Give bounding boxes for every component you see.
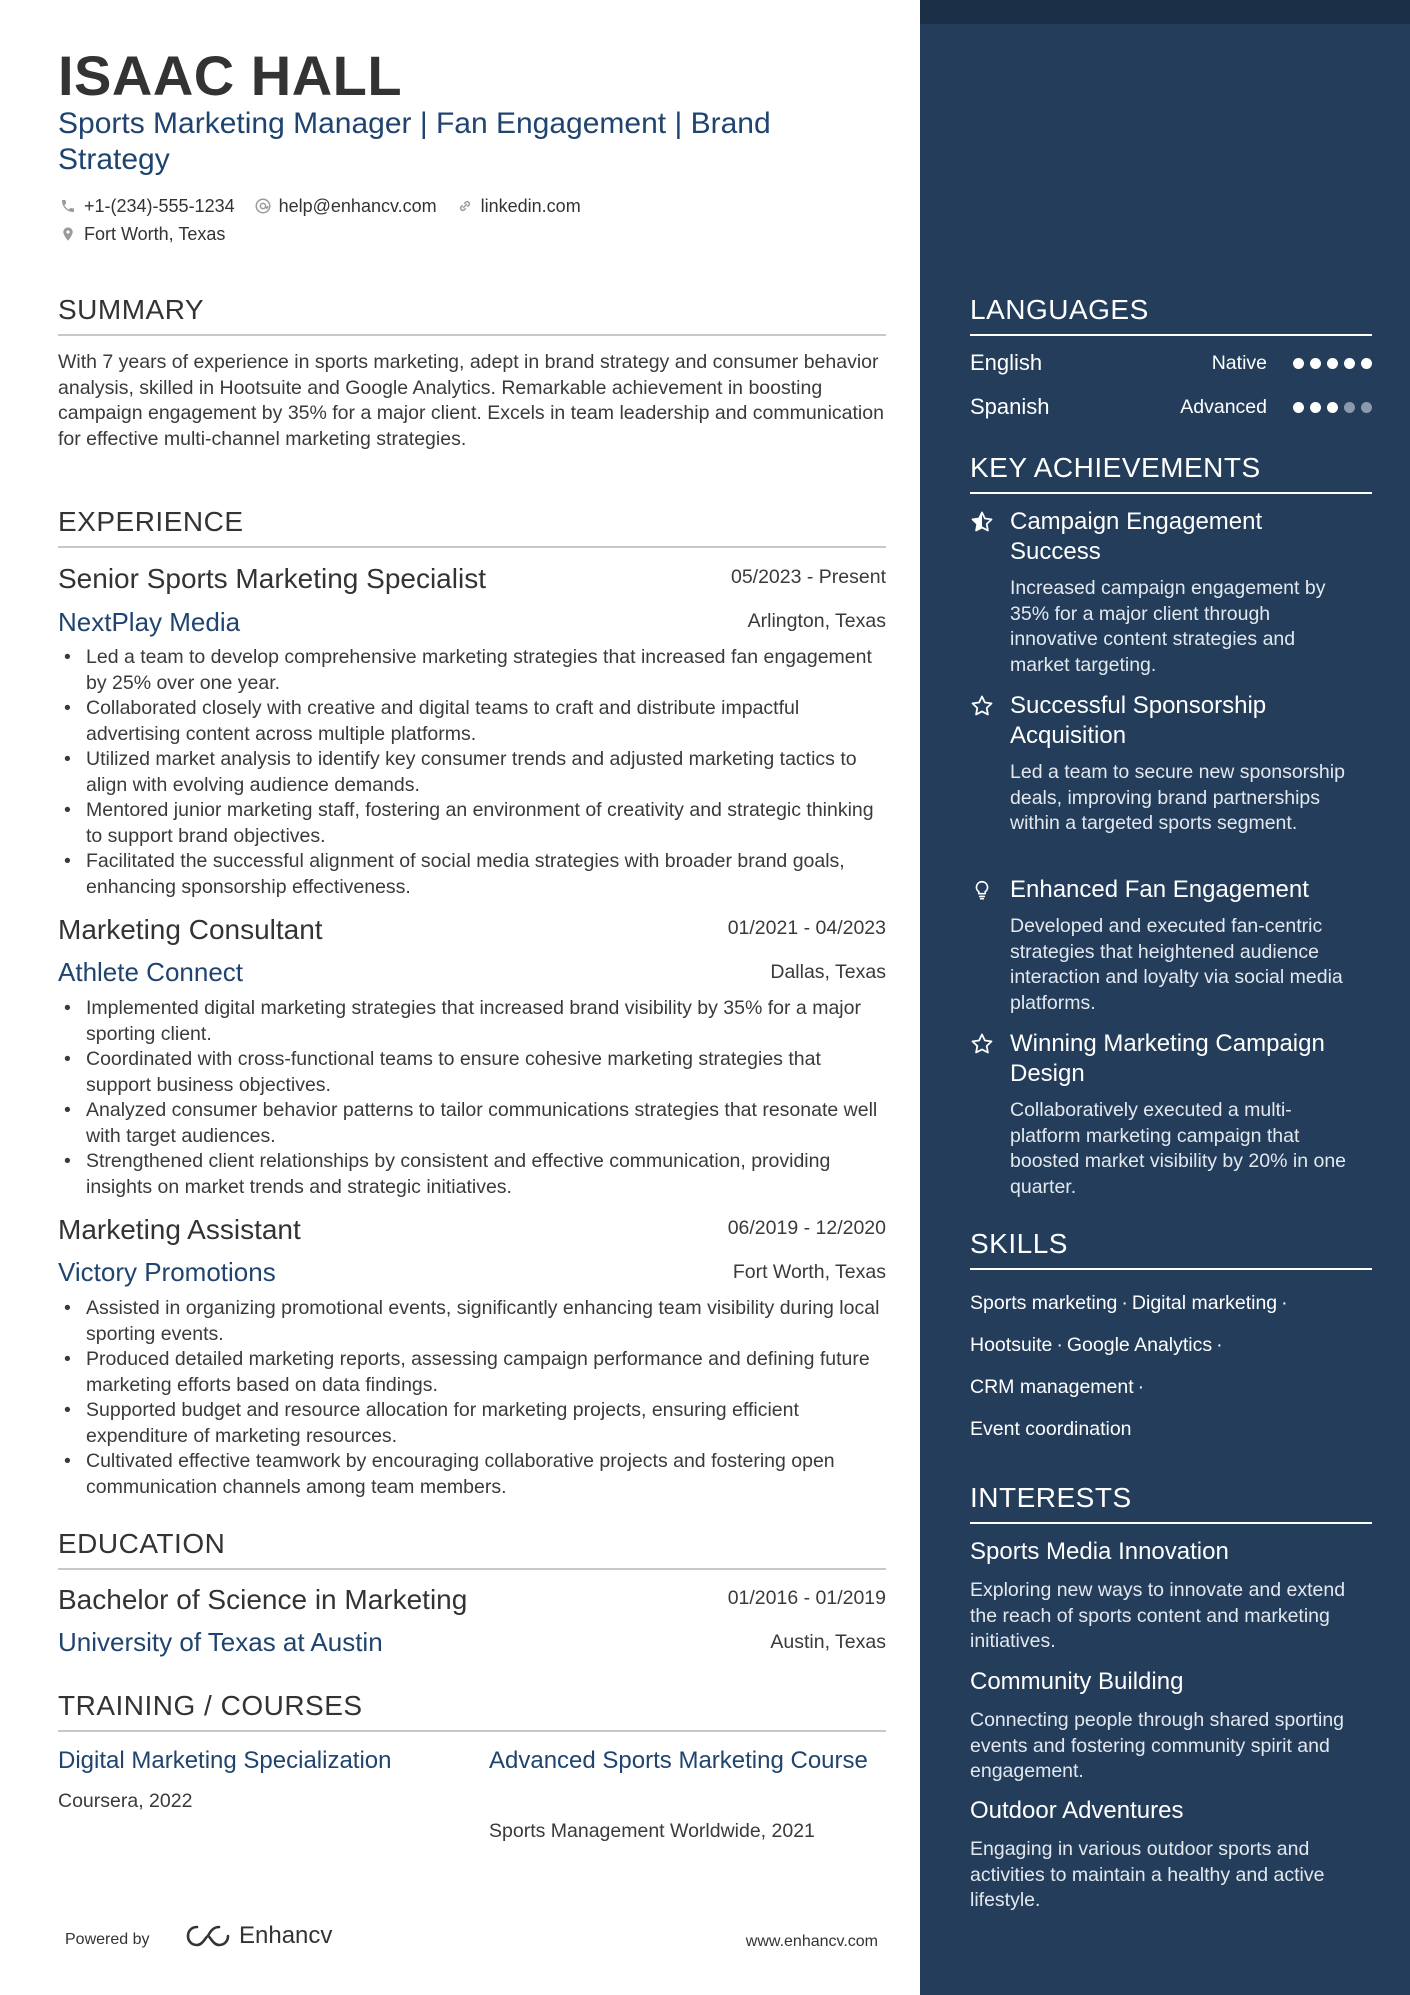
course-title: Digital Marketing Specialization <box>58 1747 392 1774</box>
job-bullets <box>58 1296 888 1500</box>
rating-dot <box>1361 358 1372 369</box>
link-icon <box>455 196 475 216</box>
course-meta: Coursera, 2022 <box>58 1790 193 1812</box>
summary-heading: SUMMARY <box>58 294 886 336</box>
bullet-item: • Coordinated with cross-functional teams to ensure cohesive marketing strategies that support business objectives. <box>58 1047 888 1098</box>
language-name: Spanish <box>970 394 1050 419</box>
job-location: Fort Worth, Texas <box>732 1261 886 1283</box>
skill-tag: Digital marketing <box>1131 1292 1278 1314</box>
bullet-item: • Strengthened client relationships by consistent and effective communication, providing insights on market trends and strategic initiatives. <box>58 1149 888 1200</box>
interest-title: Sports Media Innovation <box>970 1538 1229 1565</box>
enhancv-logo-icon <box>185 1923 231 1949</box>
bullet-item: • Assisted in organizing promotional events, significantly enhancing team visibility during local sporting events. <box>58 1296 888 1347</box>
language-level: Native <box>1211 352 1267 374</box>
job-title: Marketing Assistant <box>58 1214 301 1245</box>
at-icon <box>253 196 273 216</box>
education-dates: 01/2016 - 01/2019 <box>727 1587 886 1609</box>
skill-tag: Hootsuite <box>970 1334 1053 1356</box>
bullet-item: • Produced detailed marketing reports, assessing campaign performance and defining future marketing efforts based on data findings. <box>58 1347 888 1398</box>
bullet-item: • Facilitated the successful alignment of social media strategies with broader brand goals, enhancing sponsorship effectiveness. <box>58 849 888 900</box>
linkedin-item[interactable] <box>455 196 581 217</box>
skill-tag: CRM management <box>970 1376 1134 1398</box>
lightbulb-icon <box>970 878 994 902</box>
job-bullets <box>58 645 888 900</box>
rating-dot <box>1344 402 1355 413</box>
rating-dot <box>1310 358 1321 369</box>
achievement-title: Campaign Engagement Success <box>1010 508 1263 565</box>
phone-text: +1-(234)-555-1234 <box>84 195 235 216</box>
bullet-item: • Utilized market analysis to identify key consumer trends and adjusted marketing tactics to align with evolving audience demands. <box>58 747 888 798</box>
education-heading: EDUCATION <box>58 1528 886 1570</box>
school-name: University of Texas at Austin <box>58 1627 383 1657</box>
footer-url[interactable]: www.enhancv.com <box>745 1933 878 1950</box>
language-rating <box>1287 402 1372 413</box>
bullet-item: • Mentored junior marketing staff, fostering an environment of creativity and strategic thinking to support brand objectives. <box>58 798 888 849</box>
bullet-item: • Cultivated effective teamwork by encouraging collaborative projects and fostering open communication channels among team members. <box>58 1449 888 1500</box>
rating-dot <box>1310 402 1321 413</box>
interests-heading: INTERESTS <box>970 1482 1372 1524</box>
summary-text: With 7 years of experience in sports marketing, adept in brand strategy and consumer behavior analysis, skilled in Hootsuite and Google Analytics. Remarkable achievement in boosting campaign engagement by 35% for a major client. Excels in team leadership and communication for effective multi-channel marketing strategies. <box>58 351 884 450</box>
location-item <box>58 224 225 245</box>
job-location: Arlington, Texas <box>747 610 886 632</box>
interest-description: Exploring new ways to innovate and extend the reach of sports content and marketing initiatives. <box>970 1579 1346 1652</box>
language-row <box>970 394 1372 424</box>
language-level: Advanced <box>1180 396 1267 418</box>
phone-item[interactable] <box>58 196 235 217</box>
rating-dot <box>1327 402 1338 413</box>
bullet-item: • Implemented digital marketing strategies that increased brand visibility by 35% for a major sporting client. <box>58 996 888 1047</box>
company-name: Victory Promotions <box>58 1257 276 1287</box>
interest-description: Engaging in various outdoor sports and activities to maintain a healthy and active lifestyle. <box>970 1838 1325 1911</box>
language-rating <box>1287 358 1372 369</box>
powered-by-text: Powered by <box>65 1931 150 1948</box>
rating-dot <box>1344 358 1355 369</box>
enhancv-logo[interactable] <box>185 1922 332 1950</box>
degree-title: Bachelor of Science in Marketing <box>58 1584 468 1615</box>
headline: Sports Marketing Manager | Fan Engagement | Brand Strategy <box>58 107 771 176</box>
job-title: Marketing Consultant <box>58 914 323 945</box>
course-meta: Sports Management Worldwide, 2021 <box>489 1820 815 1842</box>
languages-heading: LANGUAGES <box>970 294 1372 336</box>
star-icon <box>970 694 994 718</box>
star-half-icon <box>970 510 994 534</box>
job-title: Senior Sports Marketing Specialist <box>58 563 486 594</box>
bullet-item: • Supported budget and resource allocation for marketing projects, ensuring efficient expenditure of marketing resources. <box>58 1398 888 1449</box>
bullet-item: • Analyzed consumer behavior patterns to tailor communications strategies that resonate well with target audiences. <box>58 1098 888 1149</box>
rating-dot <box>1361 402 1372 413</box>
rating-dot <box>1293 358 1304 369</box>
job-dates: 06/2019 - 12/2020 <box>727 1217 886 1239</box>
bullet-item: • Collaborated closely with creative and digital teams to craft and distribute impactful advertising content across multiple platforms. <box>58 696 888 747</box>
job-dates: 01/2021 - 04/2023 <box>727 917 886 939</box>
skill-tag: Google Analytics <box>1066 1334 1213 1356</box>
skills-list: Sports marketing · Digital marketing · Hootsuite · Google Analytics · CRM management · Event coordination <box>970 1292 1288 1440</box>
achievement-description: Developed and executed fan-centric strategies that heightened audience interaction and loyalty via social media platforms. <box>1010 915 1343 1014</box>
job-dates: 05/2023 - Present <box>730 566 886 588</box>
location-text: Fort Worth, Texas <box>84 223 226 244</box>
achievement-description: Collaboratively executed a multi-platform marketing campaign that boosted market visibility by 20% in one quarter. <box>1010 1099 1347 1198</box>
email-text: help@enhancv.com <box>278 195 437 216</box>
rating-dot <box>1327 358 1338 369</box>
interest-description: Connecting people through shared sporting events and fostering community spirit and engagement. <box>970 1709 1345 1782</box>
sidebar <box>920 0 1410 1995</box>
bullet-item: • Led a team to develop comprehensive marketing strategies that increased fan engagement by 25% over one year. <box>58 645 888 696</box>
education-location: Austin, Texas <box>770 1631 886 1653</box>
course-title: Advanced Sports Marketing Course <box>489 1747 868 1774</box>
sidebar-top-bar <box>920 0 1410 24</box>
skills-heading: SKILLS <box>970 1228 1372 1270</box>
job-bullets <box>58 996 888 1200</box>
phone-icon <box>58 196 78 216</box>
language-row <box>970 350 1372 380</box>
achievement-description: Led a team to secure new sponsorship deals, improving brand partnerships within a targeted sports segment. <box>1010 761 1345 834</box>
interest-title: Outdoor Adventures <box>970 1797 1184 1824</box>
linkedin-text: linkedin.com <box>480 195 581 216</box>
job-location: Dallas, Texas <box>770 961 886 983</box>
achievement-description: Increased campaign engagement by 35% for a major client through innovative content strategies and market targeting. <box>1010 577 1326 676</box>
rating-dot <box>1293 402 1304 413</box>
enhancv-brand-text: Enhancv <box>239 1922 333 1949</box>
email-item[interactable] <box>253 196 437 217</box>
achievement-title: Successful Sponsorship Acquisition <box>1010 692 1267 749</box>
candidate-name: ISAAC HALL <box>58 44 403 107</box>
achievement-title: Winning Marketing Campaign Design <box>1010 1030 1325 1087</box>
language-name: English <box>970 350 1043 375</box>
achievements-heading: KEY ACHIEVEMENTS <box>970 452 1372 494</box>
achievement-title: Enhanced Fan Engagement <box>1010 876 1309 903</box>
training-heading: TRAINING / COURSES <box>58 1690 886 1732</box>
location-pin-icon <box>58 224 78 244</box>
star-icon <box>970 1032 994 1056</box>
contact-info <box>58 192 599 248</box>
skill-tag: Sports marketing <box>970 1292 1118 1314</box>
interest-title: Community Building <box>970 1668 1184 1695</box>
experience-heading: EXPERIENCE <box>58 506 886 548</box>
skill-tag: Event coordination <box>970 1418 1132 1440</box>
company-name: Athlete Connect <box>58 957 244 987</box>
company-name: NextPlay Media <box>58 607 241 637</box>
